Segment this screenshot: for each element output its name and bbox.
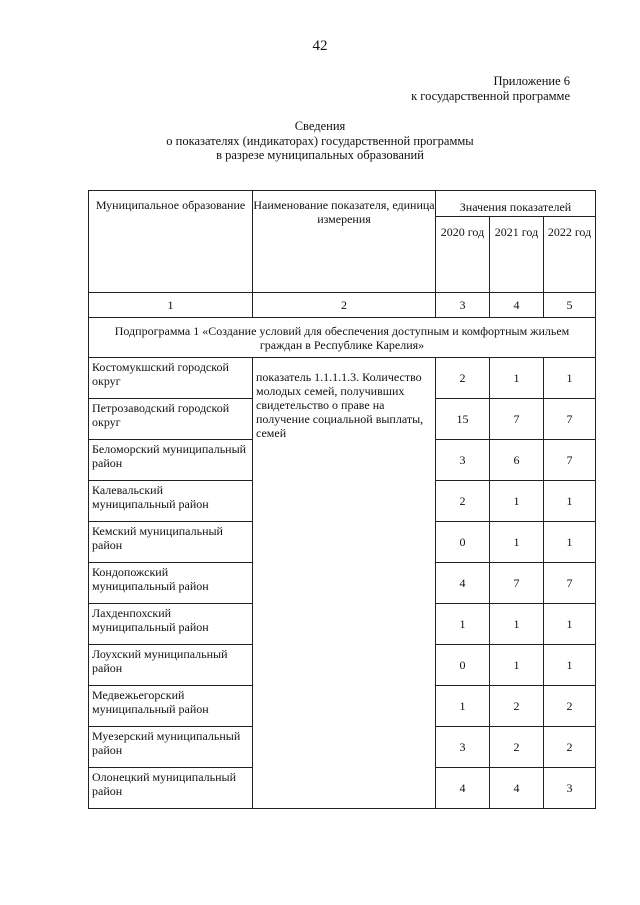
value-cell-2022: 7 bbox=[544, 563, 596, 604]
value-cell-2020: 15 bbox=[436, 399, 490, 440]
municipality-cell: Петрозаводский городской округ bbox=[89, 399, 253, 440]
subprogram-row bbox=[89, 318, 596, 358]
title-line-2: о показателях (индикаторах) государственной программы bbox=[166, 133, 474, 148]
value-cell-2021: 2 bbox=[490, 686, 544, 727]
indicator-cell: показатель 1.1.1.1.3. Количество молодых семей, получивших свидетельство о праве на получение социальной выплаты, семей bbox=[253, 358, 436, 809]
column-number-5: 5 bbox=[544, 293, 596, 318]
value-cell-2021: 1 bbox=[490, 522, 544, 563]
indicators-table bbox=[88, 190, 596, 809]
value-cell-2022: 7 bbox=[544, 440, 596, 481]
value-cell-2020: 1 bbox=[436, 686, 490, 727]
title-line-3: в разрезе муниципальных образований bbox=[216, 148, 424, 162]
value-cell-2020: 0 bbox=[436, 522, 490, 563]
value-cell-2020: 1 bbox=[436, 604, 490, 645]
municipality-cell: Лоухский муниципальный район bbox=[89, 645, 253, 686]
value-cell-2022: 1 bbox=[544, 522, 596, 563]
value-cell-2021: 1 bbox=[490, 358, 544, 399]
header-municipality: Муниципальное образование bbox=[89, 191, 253, 293]
column-number-3: 3 bbox=[436, 293, 490, 318]
value-cell-2020: 4 bbox=[436, 768, 490, 809]
header-row bbox=[89, 191, 596, 217]
value-cell-2022: 7 bbox=[544, 399, 596, 440]
value-cell-2022: 3 bbox=[544, 768, 596, 809]
value-cell-2021: 1 bbox=[490, 604, 544, 645]
header-year-2021: 2021 год bbox=[490, 217, 544, 293]
municipality-cell: Муезерский муниципальный район bbox=[89, 727, 253, 768]
municipality-cell: Беломорский муниципальный район bbox=[89, 440, 253, 481]
value-cell-2022: 1 bbox=[544, 358, 596, 399]
municipality-cell: Кемский муниципальный район bbox=[89, 522, 253, 563]
value-cell-2022: 1 bbox=[544, 645, 596, 686]
value-cell-2020: 3 bbox=[436, 727, 490, 768]
value-cell-2022: 2 bbox=[544, 686, 596, 727]
municipality-cell: Олонецкий муниципальный район bbox=[89, 768, 253, 809]
value-cell-2022: 1 bbox=[544, 604, 596, 645]
appendix-line-1: Приложение 6 bbox=[493, 74, 570, 88]
municipality-cell: Калевальский муниципальный район bbox=[89, 481, 253, 522]
value-cell-2022: 2 bbox=[544, 727, 596, 768]
value-cell-2021: 1 bbox=[490, 481, 544, 522]
table-row bbox=[89, 358, 596, 399]
appendix-note bbox=[411, 74, 570, 104]
value-cell-2021: 7 bbox=[490, 399, 544, 440]
value-cell-2021: 2 bbox=[490, 727, 544, 768]
column-number-1: 1 bbox=[89, 293, 253, 318]
value-cell-2021: 1 bbox=[490, 645, 544, 686]
header-year-2020: 2020 год bbox=[436, 217, 490, 293]
value-cell-2020: 2 bbox=[436, 358, 490, 399]
municipality-cell: Лахденпохский муниципальный район bbox=[89, 604, 253, 645]
appendix-line-2: к государственной программе bbox=[411, 89, 570, 103]
municipality-cell: Медвежьегорский муниципальный район bbox=[89, 686, 253, 727]
page-number: 42 bbox=[312, 38, 328, 54]
municipality-cell: Кондопожский муниципальный район bbox=[89, 563, 253, 604]
document-title bbox=[0, 119, 640, 163]
column-number-4: 4 bbox=[490, 293, 544, 318]
value-cell-2021: 6 bbox=[490, 440, 544, 481]
header-values: Значения показателей bbox=[436, 191, 596, 217]
value-cell-2021: 7 bbox=[490, 563, 544, 604]
value-cell-2022: 1 bbox=[544, 481, 596, 522]
title-line-1: Сведения bbox=[294, 119, 346, 133]
value-cell-2020: 3 bbox=[436, 440, 490, 481]
value-cell-2020: 4 bbox=[436, 563, 490, 604]
value-cell-2021: 4 bbox=[490, 768, 544, 809]
value-cell-2020: 0 bbox=[436, 645, 490, 686]
subprogram-title: Подпрограмма 1 «Создание условий для обеспечения доступным и комфортным жильем граждан в Республике Карелия» bbox=[89, 318, 596, 358]
column-number-2: 2 bbox=[253, 293, 436, 318]
column-numbers-row bbox=[89, 293, 596, 318]
municipality-cell: Костомукшский городской округ bbox=[89, 358, 253, 399]
header-indicator: Наименование показателя, единица измерения bbox=[253, 191, 436, 293]
header-year-2022: 2022 год bbox=[544, 217, 596, 293]
value-cell-2020: 2 bbox=[436, 481, 490, 522]
